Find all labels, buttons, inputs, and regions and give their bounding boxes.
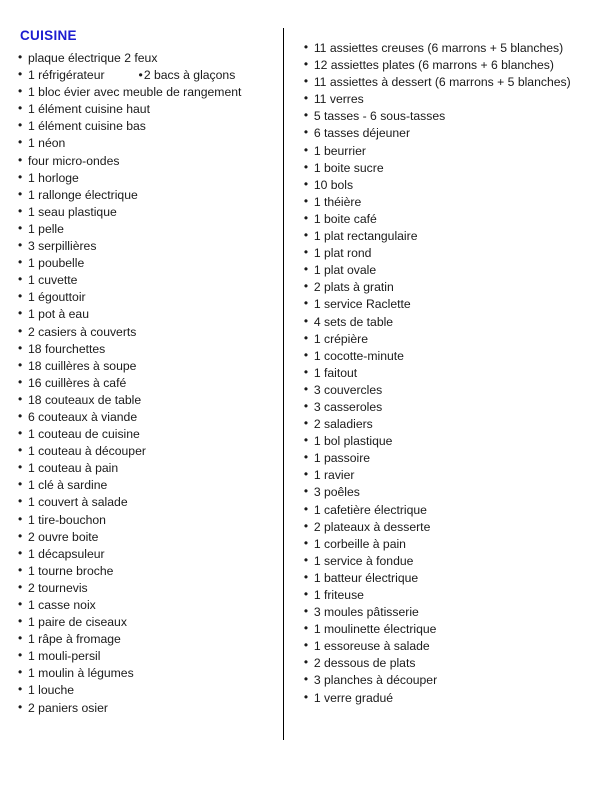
list-item xyxy=(18,392,273,409)
list-item xyxy=(18,306,273,323)
bullet-icon: • xyxy=(18,272,23,287)
list-item xyxy=(18,580,273,597)
list-item-label: 1 plat rectangulaire xyxy=(313,229,418,244)
list-item xyxy=(304,74,590,91)
list-item-label: 3 casseroles xyxy=(313,399,383,414)
list-item-label: 1 horloge xyxy=(28,170,79,185)
page-title: CUISINE xyxy=(20,28,77,43)
bullet-icon: • xyxy=(18,340,23,355)
list-item-label: 6 couteaux à viande xyxy=(28,409,138,424)
list-item xyxy=(304,279,590,296)
list-item-label: 1 couvert à salade xyxy=(28,495,128,510)
list-item-label: 1 bloc évier avec meuble de rangement xyxy=(28,85,242,100)
list-item-label: 3 couvercles xyxy=(313,382,383,397)
list-item xyxy=(18,460,273,477)
list-item xyxy=(304,536,590,553)
list-item-label: 1 louche xyxy=(28,683,75,698)
list-item-label: 2 dessous de plats xyxy=(313,656,416,671)
list-item-label: 1 bol plastique xyxy=(313,434,393,449)
bullet-icon: • xyxy=(18,220,23,235)
list-item-label: 3 serpillières xyxy=(28,239,97,254)
list-item xyxy=(18,512,273,529)
list-item-label: 1 casse noix xyxy=(28,598,96,612)
list-item xyxy=(18,118,273,135)
bullet-icon: • xyxy=(303,433,309,448)
bullet-icon: • xyxy=(18,545,23,560)
list-item xyxy=(304,690,590,707)
list-item-secondary-text: 2 bacs à glaçons xyxy=(143,68,236,83)
list-item xyxy=(304,587,590,604)
list-item xyxy=(304,211,590,228)
list-item-label: 18 fourchettes xyxy=(28,341,106,356)
list-item-label: 1 élément cuisine haut xyxy=(28,102,150,117)
left-column xyxy=(18,28,283,717)
list-item-label: 11 verres xyxy=(313,92,364,107)
bullet-icon: • xyxy=(18,67,23,82)
bullet-icon: • xyxy=(18,665,23,680)
list-item xyxy=(304,91,590,108)
list-item-label: 1 tourne broche xyxy=(28,563,114,578)
list-item xyxy=(304,655,590,672)
bullet-icon: • xyxy=(18,50,23,64)
list-item xyxy=(304,194,590,211)
list-item xyxy=(304,399,590,416)
list-item-label: 1 boite café xyxy=(313,211,377,226)
bullet-icon: • xyxy=(303,416,309,431)
list-item-label: 11 assiettes à dessert (6 marrons + 5 blanches) xyxy=(313,75,571,90)
bullet-icon: • xyxy=(303,621,309,636)
list-item xyxy=(304,621,590,638)
bullet-icon: • xyxy=(18,631,23,646)
bullet-icon: • xyxy=(303,501,309,516)
list-item xyxy=(304,228,590,245)
bullet-icon: • xyxy=(303,313,309,328)
list-item-label: 1 cocotte-minute xyxy=(313,348,404,363)
list-item xyxy=(18,341,273,358)
bullet-icon: • xyxy=(303,655,309,670)
list-item xyxy=(18,614,273,631)
list-item-label: 1 batteur électrique xyxy=(313,570,419,585)
list-item xyxy=(18,67,273,84)
list-item-label: 1 essoreuse à salade xyxy=(313,639,430,654)
list-item-secondary-label xyxy=(139,67,236,84)
bullet-icon: • xyxy=(303,330,309,345)
inventory-list-right xyxy=(304,40,590,707)
bullet-icon: • xyxy=(18,238,23,253)
list-item xyxy=(304,348,590,365)
list-item xyxy=(18,153,273,170)
bullet-icon: • xyxy=(303,689,309,704)
bullet-icon: • xyxy=(18,494,23,509)
list-item-label: four micro-ondes xyxy=(28,153,120,168)
list-item xyxy=(304,177,590,194)
list-item-label: 18 couteaux de table xyxy=(28,392,142,407)
list-item-label: 2 paniers osier xyxy=(28,700,108,715)
bullet-icon: • xyxy=(18,203,23,218)
list-item xyxy=(304,502,590,519)
bullet-icon: • xyxy=(18,357,23,372)
list-item-label: 1 couteau à pain xyxy=(28,461,119,476)
list-item xyxy=(18,255,273,272)
list-item xyxy=(18,187,273,204)
bullet-icon: • xyxy=(303,228,309,243)
list-item-label: 1 verre gradué xyxy=(313,690,394,705)
list-item-label: 2 casiers à couverts xyxy=(28,324,137,339)
list-item xyxy=(304,672,590,689)
list-item-label: 3 moules pâtisserie xyxy=(313,605,419,620)
list-item xyxy=(304,553,590,570)
bullet-icon: • xyxy=(303,74,309,89)
bullet-icon: • xyxy=(303,638,309,653)
list-item xyxy=(18,631,273,648)
list-item xyxy=(18,682,273,699)
bullet-icon: • xyxy=(18,528,23,543)
list-item-label: 3 poêles xyxy=(313,485,360,500)
bullet-icon: • xyxy=(18,255,23,270)
list-item-label: 2 plateaux à desserte xyxy=(313,519,431,534)
list-item-label: 1 cuvette xyxy=(28,273,78,288)
list-item xyxy=(304,125,590,142)
list-item xyxy=(18,272,273,289)
list-item xyxy=(18,50,273,67)
list-item-label: 1 beurrier xyxy=(313,143,366,158)
list-item-label: 1 couteau à découper xyxy=(28,444,146,459)
list-item-label: 6 tasses déjeuner xyxy=(313,126,411,141)
list-item xyxy=(304,638,590,655)
list-item-label: 10 bols xyxy=(313,177,354,192)
list-item xyxy=(304,450,590,467)
list-item-label: 1 pot à eau xyxy=(28,307,89,322)
list-item-label: 1 seau plastique xyxy=(28,204,117,219)
list-item xyxy=(304,314,590,331)
list-item xyxy=(18,204,273,221)
bullet-icon: • xyxy=(18,614,23,629)
bullet-icon: • xyxy=(18,101,23,116)
list-item-label: 1 râpe à fromage xyxy=(28,632,121,647)
bullet-icon: • xyxy=(303,262,309,277)
bullet-icon: • xyxy=(303,176,309,191)
list-item-label: 1 friteuse xyxy=(313,588,364,602)
bullet-icon: • xyxy=(303,57,309,72)
bullet-icon: • xyxy=(18,323,23,338)
bullet-icon: • xyxy=(303,484,309,499)
list-item xyxy=(304,108,590,125)
list-item xyxy=(18,648,273,665)
list-item-label: 1 couteau de cuisine xyxy=(28,427,140,442)
bullet-icon: • xyxy=(303,381,309,396)
list-item-label: 1 ravier xyxy=(313,468,355,483)
bullet-icon: • xyxy=(18,84,23,99)
list-item xyxy=(18,375,273,392)
list-item xyxy=(304,604,590,621)
list-item-label: 1 tire-bouchon xyxy=(28,512,106,527)
bullet-icon: • xyxy=(303,193,309,208)
list-item-label: 1 corbeille à pain xyxy=(313,536,406,551)
list-item-label: 5 tasses - 6 sous-tasses xyxy=(313,109,446,124)
right-column xyxy=(296,28,590,707)
list-item xyxy=(18,221,273,238)
list-item-label: 1 mouli-persil xyxy=(28,649,101,664)
bullet-icon: • xyxy=(18,682,23,697)
list-item-label: 1 cafetière électrique xyxy=(313,502,427,517)
list-item xyxy=(18,529,273,546)
bullet-icon: • xyxy=(303,245,309,260)
list-item xyxy=(304,245,590,262)
bullet-icon: • xyxy=(18,648,23,663)
bullet-icon: • xyxy=(303,604,309,619)
bullet-icon: • xyxy=(303,159,309,174)
list-item-label: 1 plat rond xyxy=(313,246,372,261)
list-item xyxy=(18,84,273,101)
list-item-label: 2 tournevis xyxy=(28,580,88,595)
list-item xyxy=(18,409,273,426)
list-item xyxy=(304,296,590,313)
bullet-icon: • xyxy=(18,306,23,321)
list-item-label: 1 élément cuisine bas xyxy=(28,119,146,134)
list-item xyxy=(18,477,273,494)
bullet-icon: • xyxy=(18,477,23,492)
bullet-icon: • xyxy=(303,672,309,687)
list-item-label: 11 assiettes creuses (6 marrons + 5 blanches) xyxy=(313,41,564,55)
bullet-icon: • xyxy=(18,699,23,714)
bullet-icon: • xyxy=(303,125,309,140)
list-item xyxy=(18,494,273,511)
bullet-icon: • xyxy=(303,296,309,311)
list-item xyxy=(304,433,590,450)
list-item xyxy=(304,416,590,433)
bullet-icon: • xyxy=(18,374,23,389)
list-item xyxy=(18,170,273,187)
bullet-icon: • xyxy=(18,152,23,167)
bullet-icon: • xyxy=(303,364,309,379)
bullet-icon: • xyxy=(18,511,23,526)
bullet-icon: • xyxy=(18,562,23,577)
bullet-icon: • xyxy=(303,347,309,362)
list-item xyxy=(18,700,273,717)
list-item-label: 1 faitout xyxy=(313,365,358,380)
bullet-icon: • xyxy=(18,597,23,611)
list-item-label: 2 ouvre boite xyxy=(28,529,99,544)
bullet-icon: • xyxy=(18,186,23,201)
list-item-label: 1 paire de ciseaux xyxy=(28,615,127,630)
list-item xyxy=(304,382,590,399)
list-item-label: plaque électrique 2 feux xyxy=(28,51,158,65)
bullet-icon: • xyxy=(303,569,309,584)
list-item-label: 1 égouttoir xyxy=(28,290,86,305)
list-item xyxy=(18,563,273,580)
list-item xyxy=(18,101,273,118)
bullet-icon: • xyxy=(138,68,143,83)
list-item xyxy=(18,443,273,460)
list-item xyxy=(18,324,273,341)
list-item xyxy=(18,665,273,682)
bullet-icon: • xyxy=(18,391,23,406)
bullet-icon: • xyxy=(303,587,309,601)
list-item-label: 3 planches à découper xyxy=(313,673,438,688)
list-item xyxy=(18,597,273,614)
bullet-icon: • xyxy=(303,108,309,123)
list-item xyxy=(18,135,273,152)
list-item xyxy=(304,365,590,382)
two-column-layout xyxy=(18,28,590,740)
list-item-label: 2 plats à gratin xyxy=(313,280,394,295)
list-item-label: 1 clé à sardine xyxy=(28,478,108,493)
bullet-icon: • xyxy=(303,142,309,157)
bullet-icon: • xyxy=(303,450,309,465)
bullet-icon: • xyxy=(303,535,309,550)
bullet-icon: • xyxy=(18,289,23,304)
list-item-label: 1 théière xyxy=(313,194,362,209)
list-item xyxy=(18,426,273,443)
list-item-label: 1 service Raclette xyxy=(313,297,411,312)
list-item xyxy=(18,238,273,255)
bullet-icon: • xyxy=(18,135,23,150)
bullet-icon: • xyxy=(18,426,23,441)
list-item-label: 1 moulin à légumes xyxy=(28,666,134,681)
list-item-label: 1 service à fondue xyxy=(313,553,414,568)
bullet-icon: • xyxy=(303,210,309,225)
list-item xyxy=(304,570,590,587)
list-item-label: 16 cuillères à café xyxy=(28,375,127,390)
list-item-label: 1 décapsuleur xyxy=(28,546,105,561)
bullet-icon: • xyxy=(18,443,23,458)
list-item xyxy=(304,143,590,160)
list-item xyxy=(18,358,273,375)
list-item-label: 2 saladiers xyxy=(313,417,373,432)
list-item xyxy=(304,160,590,177)
list-item-label: 1 boite sucre xyxy=(313,160,384,175)
list-item xyxy=(18,546,273,563)
bullet-icon: • xyxy=(303,279,309,294)
list-item-label: 18 cuillères à soupe xyxy=(28,358,137,373)
bullet-icon: • xyxy=(18,169,23,184)
list-item xyxy=(304,467,590,484)
inventory-list-left xyxy=(18,50,273,717)
list-item xyxy=(304,484,590,501)
list-item-label: 1 poubelle xyxy=(28,256,85,271)
column-divider xyxy=(283,28,284,740)
list-item-label: 12 assiettes plates (6 marrons + 6 blanches) xyxy=(313,58,554,73)
bullet-icon: • xyxy=(303,518,309,533)
bullet-icon: • xyxy=(303,40,309,54)
bullet-icon: • xyxy=(18,579,23,594)
bullet-icon: • xyxy=(303,91,309,106)
list-item-label: 1 réfrigérateur xyxy=(28,68,105,83)
list-item xyxy=(304,262,590,279)
list-item-label: 1 passoire xyxy=(313,451,371,466)
bullet-icon: • xyxy=(303,467,309,482)
list-item-label: 1 rallonge électrique xyxy=(28,187,138,202)
list-item-label: 1 crépière xyxy=(313,331,369,346)
list-item xyxy=(304,519,590,536)
bullet-icon: • xyxy=(303,552,309,567)
bullet-icon: • xyxy=(18,118,23,133)
list-item xyxy=(304,57,590,74)
bullet-icon: • xyxy=(303,398,309,413)
list-item-label: 4 sets de table xyxy=(313,314,394,329)
list-item xyxy=(304,331,590,348)
list-item-label: 1 pelle xyxy=(28,221,64,236)
list-item-label: 1 moulinette électrique xyxy=(313,622,437,637)
bullet-icon: • xyxy=(18,460,23,475)
list-item-label: 1 néon xyxy=(28,136,66,151)
list-item-label: 1 plat ovale xyxy=(313,263,377,278)
list-item xyxy=(304,40,590,57)
bullet-icon: • xyxy=(18,408,23,423)
list-item xyxy=(18,289,273,306)
